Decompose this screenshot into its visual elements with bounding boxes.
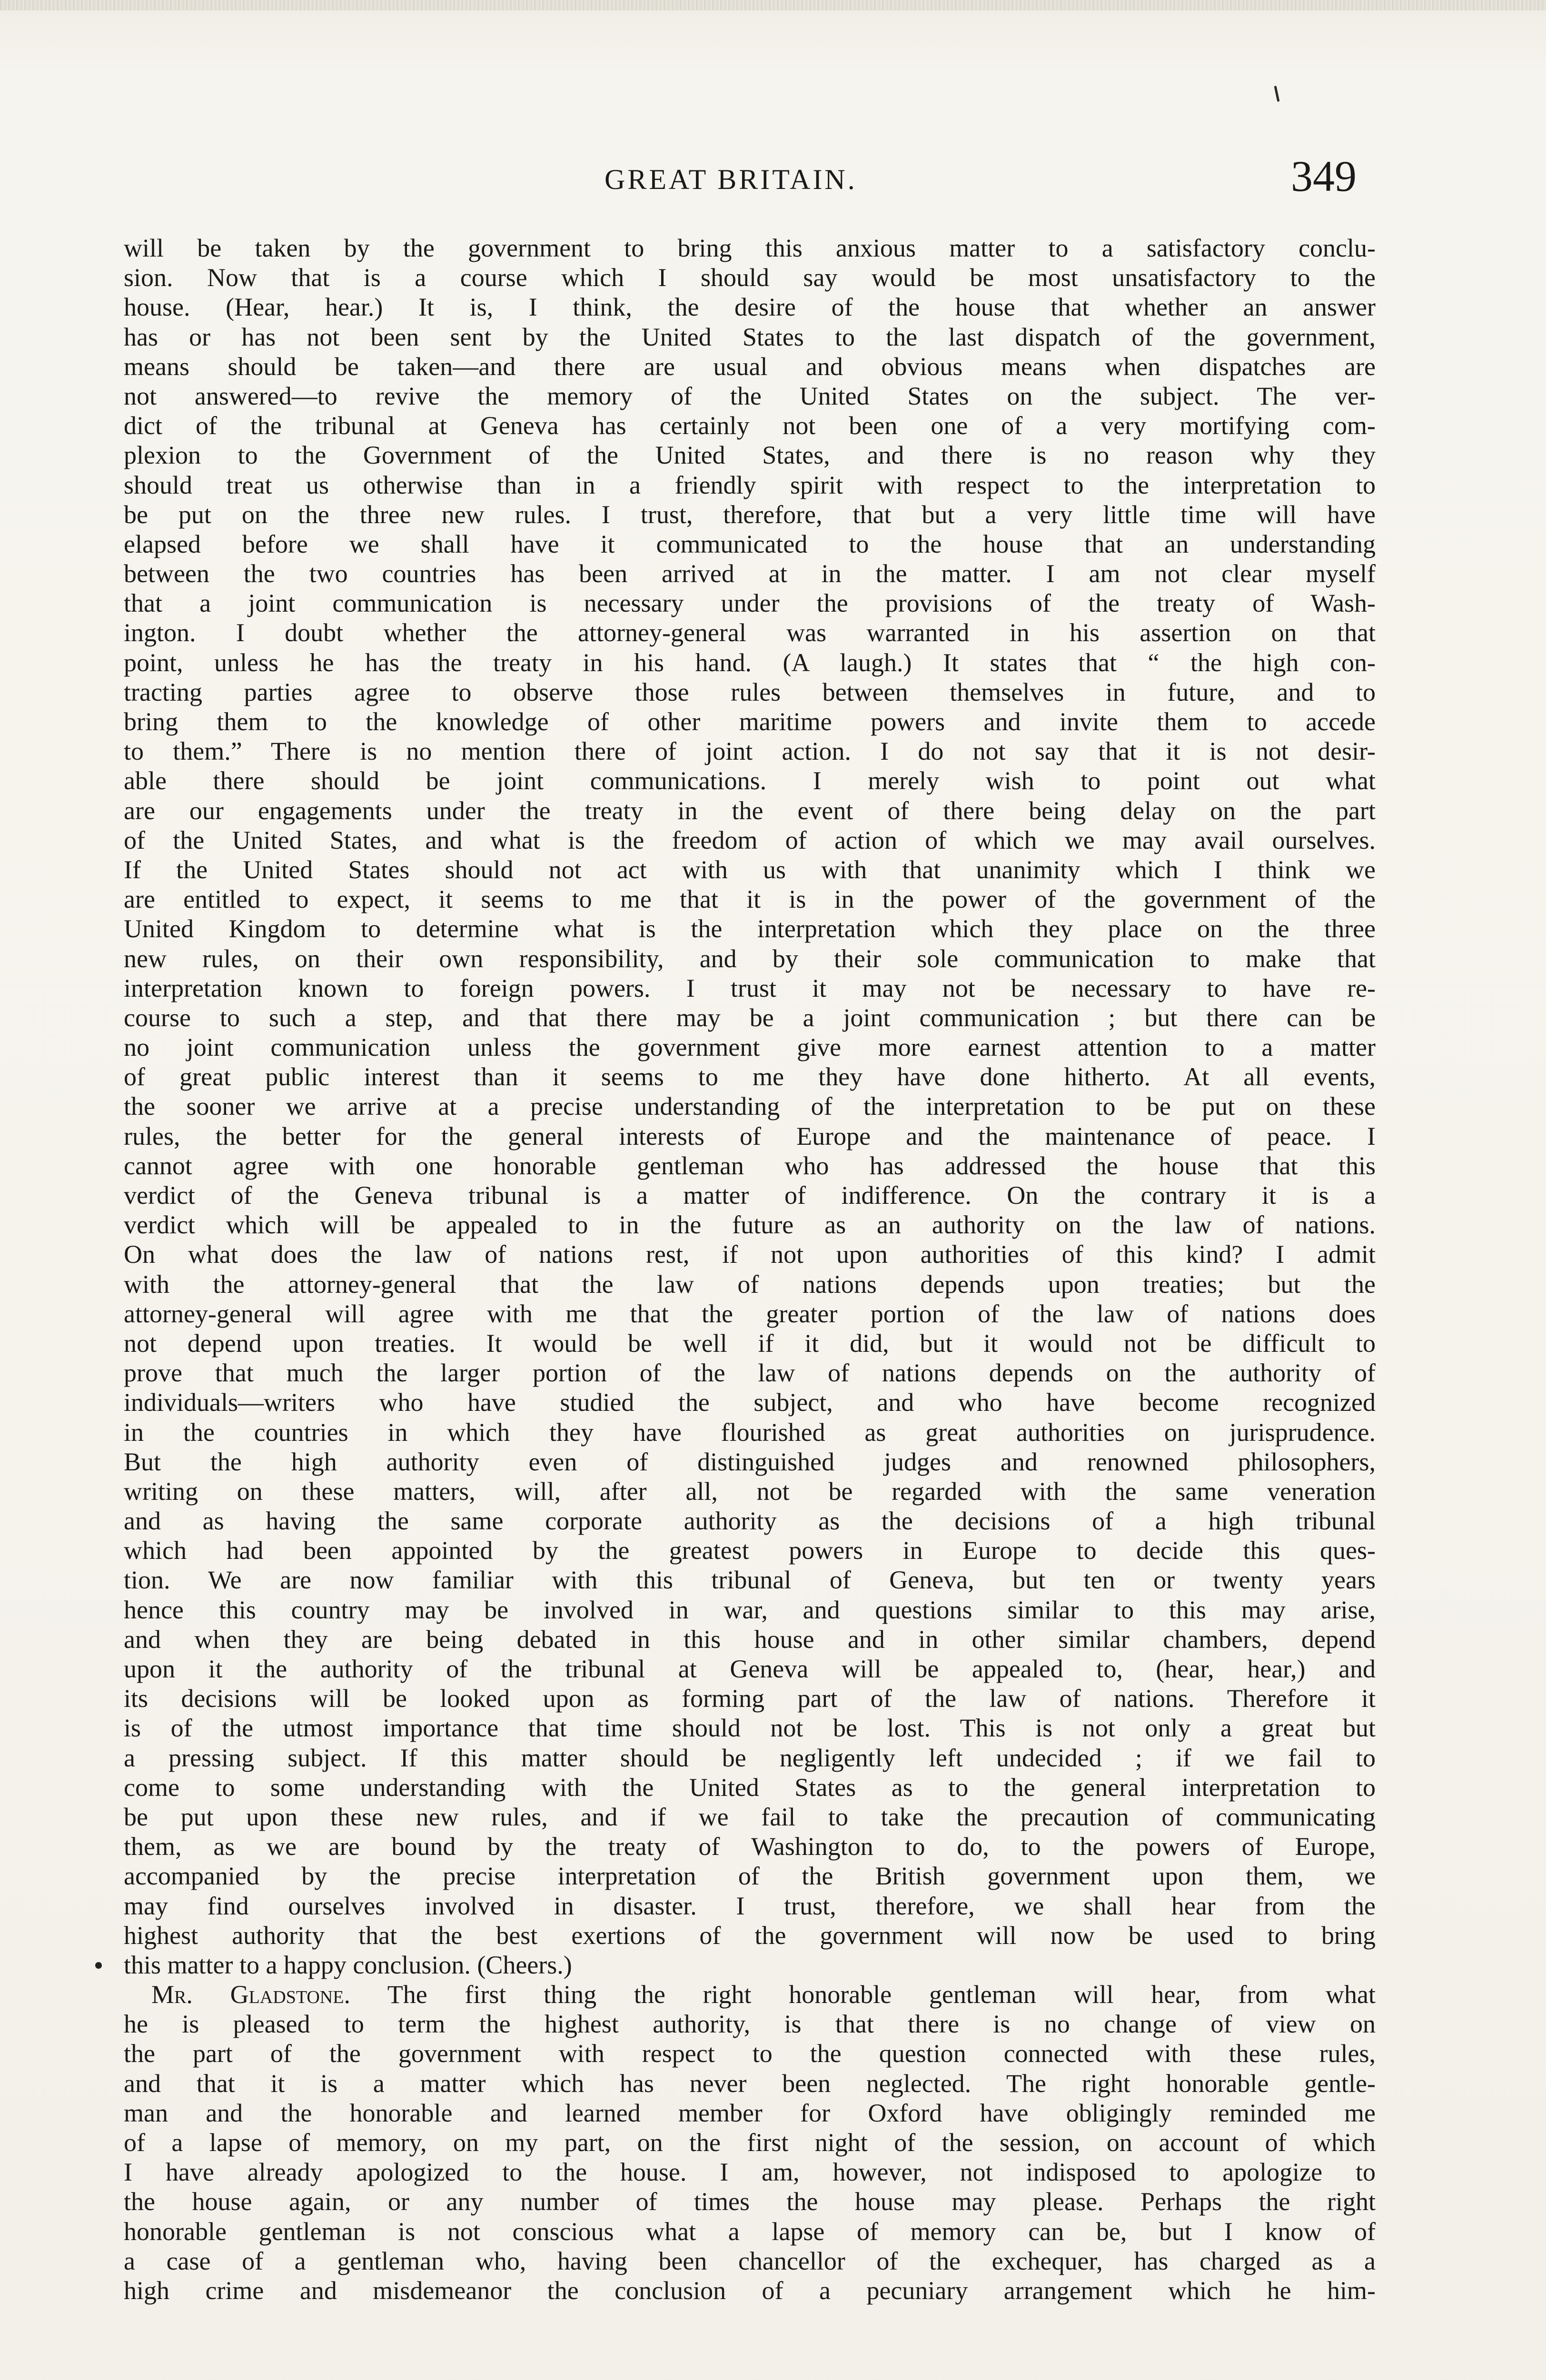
- text-line: elapsed before we shall have it communicated to the house that an understanding: [124, 529, 1376, 558]
- text-line: be put upon these new rules, and if we fail to take the precaution of communicating: [124, 1802, 1376, 1831]
- text-line: highest authority that the best exertions of the government will now be used to bring: [124, 1921, 1376, 1950]
- stray-ink-mark: [1274, 86, 1280, 102]
- text-line: are entitled to expect, it seems to me that it is in the power of the government of the: [124, 885, 1376, 914]
- text-line: If the United States should not act with us with that unanimity which I think we: [124, 855, 1376, 884]
- speech-line: the house again, or any number of times the house may please. Perhaps the right: [124, 2187, 1376, 2216]
- text-line: a pressing subject. If this matter should be negligently left undecided ; if we fail to: [124, 1743, 1376, 1772]
- running-header: [0, 152, 1546, 205]
- speech-first-line: [124, 1980, 1376, 2009]
- text-line: not answered—to revive the memory of the United States on the subject. The ver-: [124, 381, 1376, 410]
- text-line: able there should be joint communications. I merely wish to point out what: [124, 766, 1376, 795]
- text-line: upon it the authority of the tribunal at Geneva will be appealed to, (hear, hear,) and: [124, 1655, 1376, 1683]
- speech-line: a case of a gentleman who, having been chancellor of the exchequer, has charged as a: [124, 2246, 1376, 2275]
- speech-opening-text: The first thing the right honorable gentleman will hear, from what: [387, 1980, 1376, 2009]
- speech-line: high crime and misdemeanor the conclusion of a pecuniary arrangement which he him-: [124, 2276, 1376, 2305]
- text-line: interpretation known to foreign powers. I trust it may not be necessary to have re-: [124, 973, 1376, 1002]
- text-line: with the attorney-general that the law of nations depends upon treaties; but the: [124, 1269, 1376, 1299]
- body-text: [124, 233, 1376, 2305]
- text-line: tracting parties agree to observe those rules between themselves in future, and to: [124, 677, 1376, 706]
- text-line: come to some understanding with the United States as to the general interpretation to: [124, 1773, 1376, 1802]
- text-line: accompanied by the precise interpretation of the British government upon them, we: [124, 1862, 1376, 1891]
- text-line: to them.” There is no mention there of joint action. I do not say that it is not desir-: [124, 737, 1376, 766]
- text-line: plexion to the Government of the United States, and there is no reason why they: [124, 441, 1376, 470]
- text-line: On what does the law of nations rest, if not upon authorities of this kind? I admit: [124, 1240, 1376, 1269]
- speech-line: the part of the government with respect to the question connected with these rules,: [124, 2039, 1376, 2068]
- text-line: that a joint communication is necessary under the provisions of the treaty of Wash-: [124, 589, 1376, 618]
- text-line: writing on these matters, will, after all, not be regarded with the same veneration: [124, 1477, 1376, 1506]
- paragraph-last-line: this matter to a happy conclusion. (Cheers.): [124, 1950, 572, 1979]
- text-line: will be taken by the government to bring this anxious matter to a satisfactory conclu-: [124, 234, 1376, 262]
- text-line: course to such a step, and that there may be a joint communication ; but there can be: [124, 1003, 1376, 1032]
- text-line: no joint communication unless the government give more earnest attention to a matter: [124, 1033, 1376, 1062]
- text-line: and when they are being debated in this house and in other similar chambers, depend: [124, 1625, 1376, 1654]
- text-line: them, as we are bound by the treaty of Washington to do, to the powers of Europe,: [124, 1832, 1376, 1861]
- text-line: house. (Hear, hear.) It is, I think, the desire of the house that whether an answer: [124, 293, 1376, 322]
- text-line: bring them to the knowledge of other maritime powers and invite them to accede: [124, 707, 1376, 736]
- text-line: point, unless he has the treaty in his hand. (A laugh.) It states that “ the high con-: [124, 648, 1376, 677]
- text-line: between the two countries has been arrived at in the matter. I am not clear myself: [124, 559, 1376, 588]
- text-line: the sooner we arrive at a precise understanding of the interpretation to be put on these: [124, 1092, 1376, 1121]
- text-line: which had been appointed by the greatest powers in Europe to decide this ques-: [124, 1536, 1376, 1565]
- text-line: are our engagements under the treaty in the event of there being delay on the part: [124, 796, 1376, 825]
- text-line: rules, the better for the general interests of Europe and the maintenance of peace. I: [124, 1121, 1376, 1150]
- margin-dot-mark: [95, 1962, 102, 1969]
- text-line: tion. We are now familiar with this tribunal of Geneva, but ten or twenty years: [124, 1566, 1376, 1595]
- text-line: ington. I doubt whether the attorney-general was warranted in his assertion on that: [124, 618, 1376, 647]
- speech-line: man and the honorable and learned member for Oxford have obligingly reminded me: [124, 2098, 1376, 2127]
- text-line: in the countries in which they have flourished as great authorities on jurisprudence.: [124, 1418, 1376, 1447]
- text-line: and as having the same corporate authority as the decisions of a high tribunal: [124, 1507, 1376, 1536]
- speech-line: honorable gentleman is not conscious what a lapse of memory can be, but I know of: [124, 2217, 1376, 2246]
- text-line: United Kingdom to determine what is the interpretation which they place on the three: [124, 914, 1376, 943]
- page-top-edge: [0, 0, 1546, 10]
- text-line: But the high authority even of distinguished judges and renowned philosophers,: [124, 1447, 1376, 1476]
- text-line: sion. Now that is a course which I should say would be most unsatisfactory to the: [124, 263, 1376, 292]
- text-line: individuals—writers who have studied the subject, and who have become recognized: [124, 1388, 1376, 1417]
- page-number: 349: [1291, 152, 1357, 200]
- speech-line: I have already apologized to the house. I am, however, not indisposed to apologize to: [124, 2158, 1376, 2187]
- speech-line: of a lapse of memory, on my part, on the first night of the session, on account of which: [124, 2128, 1376, 2157]
- text-line: attorney-general will agree with me that the greater portion of the law of nations does: [124, 1299, 1376, 1328]
- text-line: has or has not been sent by the United States to the last dispatch of the government,: [124, 322, 1376, 351]
- text-line: is of the utmost importance that time should not be lost. This is not only a great but: [124, 1714, 1376, 1743]
- text-line: not depend upon treaties. It would be well if it did, but it would not be difficult to: [124, 1329, 1376, 1358]
- text-line: cannot agree with one honorable gentleman who has addressed the house that this: [124, 1151, 1376, 1180]
- text-line: of the United States, and what is the freedom of action of which we may avail ourselves.: [124, 825, 1376, 854]
- text-line: means should be taken—and there are usual and obvious means when dispatches are: [124, 352, 1376, 381]
- text-line: of great public interest than it seems to me they have done hitherto. At all events,: [124, 1062, 1376, 1091]
- text-line: dict of the tribunal at Geneva has certainly not been one of a very mortifying com-: [124, 411, 1376, 440]
- text-line: hence this country may be involved in war, and questions similar to this may arise,: [124, 1595, 1376, 1624]
- text-line: verdict which will be appealed to in the future as an authority on the law of nations.: [124, 1210, 1376, 1240]
- text-line: should treat us otherwise than in a friendly spirit with respect to the interpretation to: [124, 470, 1376, 499]
- text-line: its decisions will be looked upon as forming part of the law of nations. Therefore it: [124, 1684, 1376, 1713]
- speech-line: he is pleased to term the highest authority, is that there is no change of view on: [124, 2010, 1376, 2039]
- text-line: prove that much the larger portion of the law of nations depends on the authority of: [124, 1359, 1376, 1388]
- running-header-title: GREAT BRITAIN.: [605, 164, 857, 195]
- text-line: may find ourselves involved in disaster. I trust, therefore, we shall hear from the: [124, 1891, 1376, 1920]
- speech-line: and that it is a matter which has never been neglected. The right honorable gentle-: [124, 2069, 1376, 2098]
- text-line: verdict of the Geneva tribunal is a matter of indifference. On the contrary it is a: [124, 1181, 1376, 1210]
- text-line: be put on the three new rules. I trust, therefore, that but a very little time will have: [124, 500, 1376, 529]
- speaker-name: Mr. Gladstone.: [151, 1980, 350, 2009]
- text-line: new rules, on their own responsibility, and by their sole communication to make that: [124, 944, 1376, 973]
